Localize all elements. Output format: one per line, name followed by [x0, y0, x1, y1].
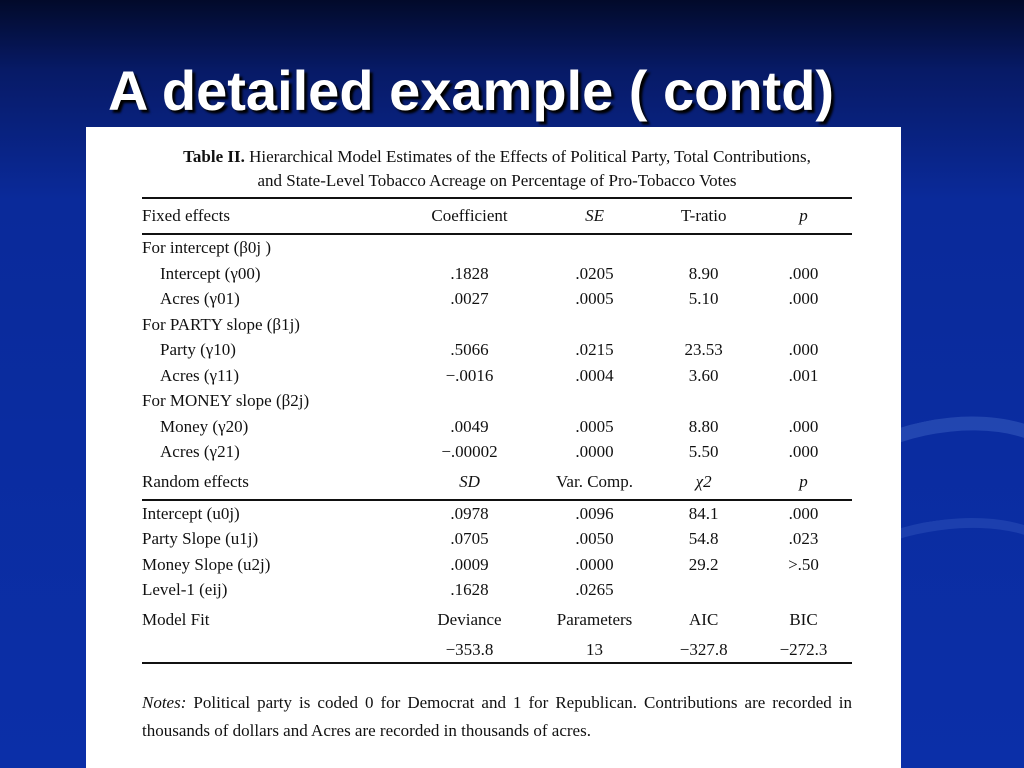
- table-cell: 5.50: [688, 442, 719, 461]
- table-cell: .0009: [450, 554, 489, 574]
- table-cell: .0978: [450, 503, 489, 523]
- table-cell: 84.1: [688, 503, 719, 523]
- table-cell: [755, 577, 852, 603]
- col-header: Random effects: [142, 471, 249, 491]
- table-cell: [755, 234, 852, 261]
- notes-text: Political party is coded 0 for Democrat and 1 for Republican. Contributions are recorded in thousands of dollars and Acres are recorded in thousands of acres.: [142, 693, 852, 740]
- row-label: Intercept (u0j): [142, 503, 240, 523]
- fit-header: Parameters: [556, 609, 633, 629]
- row-label: Intercept (γ00): [160, 263, 261, 283]
- table-cell: .0004: [575, 365, 614, 385]
- fit-value: [142, 637, 402, 664]
- random-effects-body: [142, 500, 852, 603]
- table-row: [142, 261, 852, 287]
- col-header: Var. Comp.: [556, 471, 634, 491]
- table-cell: .0000: [575, 442, 614, 461]
- table-row: [142, 439, 852, 465]
- table-cell: .0050: [575, 529, 614, 548]
- fit-values-row: [142, 637, 852, 664]
- table-cell: .0005: [575, 416, 614, 436]
- row-label: Money (γ20): [160, 416, 249, 436]
- table-cell: −.00002: [441, 442, 498, 461]
- table-cell: .023: [788, 529, 819, 548]
- table-cell: 3.60: [688, 365, 719, 385]
- col-header: T-ratio: [680, 206, 727, 225]
- table-row: [142, 337, 852, 363]
- col-header: p: [799, 206, 808, 225]
- table-cell: .1628: [450, 580, 489, 599]
- table-cell: .5066: [450, 340, 489, 359]
- table-header-row: [142, 198, 852, 234]
- row-label: Party Slope (u1j): [142, 529, 259, 548]
- table-row: [142, 234, 852, 261]
- table-row: [142, 500, 852, 527]
- table-row: [142, 286, 852, 312]
- fixed-effects-body: [142, 234, 852, 465]
- table-cell: .0265: [575, 580, 614, 599]
- table-cell: .000: [788, 263, 819, 283]
- table-cell: .0049: [450, 416, 489, 436]
- table-cell: 23.53: [684, 340, 723, 359]
- col-header: SE: [585, 206, 604, 225]
- slide-title: A detailed example ( contd): [108, 59, 835, 122]
- table-row: [142, 414, 852, 440]
- table-cell: .0005: [575, 289, 614, 308]
- table-row: [142, 388, 852, 414]
- table-cell: .000: [788, 442, 819, 461]
- table-cell: 54.8: [688, 529, 719, 548]
- table-cell: [652, 577, 755, 603]
- table-image: [86, 127, 901, 768]
- table-caption: [142, 145, 852, 193]
- fit-header: Deviance: [437, 609, 502, 629]
- table-cell: [402, 388, 536, 414]
- fit-label: Model Fit: [142, 609, 210, 629]
- table-cell: .0705: [450, 529, 489, 548]
- row-label: For PARTY slope (β1j): [142, 314, 300, 334]
- fit-value: −272.3: [779, 639, 828, 659]
- table-cell: [652, 312, 755, 338]
- random-header-row: [142, 465, 852, 500]
- table-cell: 5.10: [688, 289, 719, 308]
- table-cell: >.50: [788, 554, 819, 574]
- col-header: p: [799, 471, 808, 491]
- table-cell: .1828: [450, 263, 489, 283]
- table-cell: [537, 312, 653, 338]
- row-label: Party (γ10): [160, 340, 236, 359]
- table-cell: 29.2: [688, 554, 719, 574]
- table-row: [142, 552, 852, 578]
- table-cell: 8.90: [688, 263, 719, 283]
- fit-value: −353.8: [445, 639, 494, 659]
- table-cell: [537, 234, 653, 261]
- notes-label: Notes:: [142, 693, 187, 712]
- table-cell: [402, 312, 536, 338]
- table-row: [142, 363, 852, 389]
- table-cell: [652, 234, 755, 261]
- table-cell: .0027: [450, 289, 489, 308]
- table-cell: −.0016: [445, 365, 494, 385]
- table-cell: [652, 388, 755, 414]
- row-label: Money Slope (u2j): [142, 554, 271, 574]
- table-cell: .000: [788, 416, 819, 436]
- col-header: SD: [459, 471, 480, 491]
- table-cell: [402, 234, 536, 261]
- fit-header: AIC: [689, 609, 719, 629]
- estimates-table: [142, 197, 852, 664]
- row-label: For intercept (β0j ): [142, 238, 272, 257]
- table-cell: .0205: [575, 263, 614, 283]
- table-cell: .0096: [575, 503, 614, 523]
- table-notes: [142, 689, 852, 745]
- col-header: Coefficient: [431, 206, 508, 225]
- table-cell: .0215: [575, 340, 614, 359]
- fit-header-row: [142, 603, 852, 637]
- fit-header: BIC: [789, 609, 818, 629]
- table-row: [142, 312, 852, 338]
- fit-value: 13: [586, 639, 604, 659]
- table-cell: .000: [788, 503, 819, 523]
- table-row: [142, 526, 852, 552]
- row-label: Acres (γ01): [160, 289, 240, 308]
- table-row: [142, 577, 852, 603]
- row-label: Acres (γ11): [160, 365, 240, 385]
- table-cell: 8.80: [688, 416, 719, 436]
- table-cell: [755, 312, 852, 338]
- row-label: For MONEY slope (β2j): [142, 391, 310, 410]
- col-header: Fixed effects: [142, 206, 230, 225]
- caption-label: Table II.: [183, 147, 245, 166]
- table-cell: .000: [788, 340, 819, 359]
- row-label: Acres (γ21): [160, 442, 240, 461]
- table-cell: .000: [788, 289, 819, 308]
- table-cell: .001: [788, 365, 819, 385]
- caption-line-2: and State-Level Tobacco Acreage on Percentage of Pro-Tobacco Votes: [257, 171, 737, 190]
- col-header: χ2: [695, 471, 712, 491]
- table-cell: .0000: [575, 554, 614, 574]
- fit-value: −327.8: [679, 639, 728, 659]
- caption-line-1: Hierarchical Model Estimates of the Effects of Political Party, Total Contributions,: [249, 147, 811, 166]
- table-cell: [755, 388, 852, 414]
- table-cell: [537, 388, 653, 414]
- row-label: Level-1 (eij): [142, 580, 228, 599]
